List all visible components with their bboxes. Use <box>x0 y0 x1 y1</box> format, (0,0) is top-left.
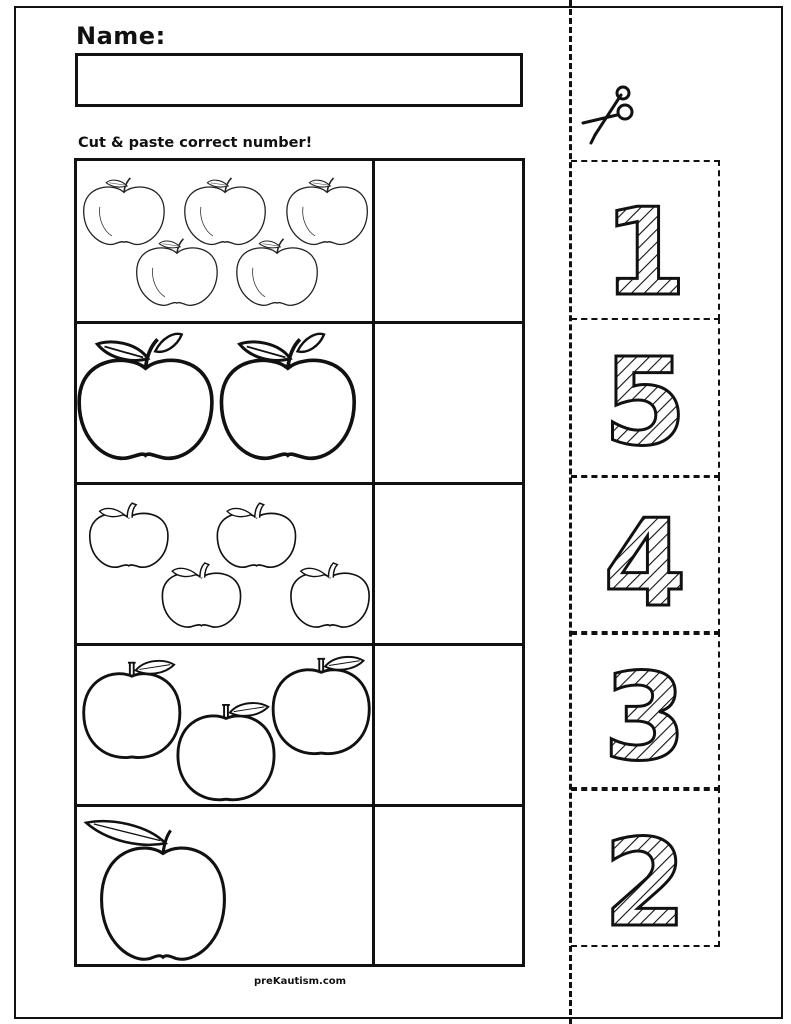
apple-picture-cell <box>77 161 375 321</box>
apple-picture-cell <box>77 485 375 643</box>
apple-picture-cell <box>77 324 375 482</box>
grid-row <box>77 161 522 324</box>
paste-box[interactable] <box>375 646 522 804</box>
apple-icon <box>221 334 354 458</box>
number-card[interactable] <box>571 631 720 791</box>
apple-picture-cell <box>77 807 375 964</box>
paste-box[interactable] <box>375 485 522 643</box>
footer-credit: preKautism.com <box>253 976 347 987</box>
grid-row <box>77 485 522 646</box>
apple-icon <box>90 503 168 567</box>
grid-row <box>77 324 522 485</box>
apple-icon <box>217 503 295 567</box>
number-card[interactable] <box>571 160 720 320</box>
apple-icon <box>84 178 164 245</box>
apple-group-5 <box>77 161 375 321</box>
apple-group-4 <box>77 485 375 643</box>
apple-icon <box>137 239 217 306</box>
apple-group-3 <box>77 646 375 804</box>
apple-picture-cell <box>77 646 375 804</box>
apple-icon <box>237 239 317 306</box>
apple-icon <box>291 563 369 627</box>
matching-grid <box>74 158 525 967</box>
apple-icon <box>178 703 274 800</box>
number-card-label: 4 <box>603 495 687 634</box>
instructions: Cut & paste correct number! <box>78 135 313 151</box>
apple-icon <box>84 661 180 758</box>
apple-group-1 <box>77 807 375 964</box>
apple-icon <box>287 178 367 245</box>
number-card-label: 5 <box>603 334 687 473</box>
apple-icon <box>273 657 369 754</box>
apple-icon <box>185 178 265 245</box>
number-card[interactable] <box>571 318 720 478</box>
number-card[interactable] <box>571 475 720 635</box>
number-card-label: 1 <box>603 184 687 322</box>
apple-icon <box>162 563 240 627</box>
number-card[interactable] <box>571 787 720 947</box>
scissors-icon <box>581 85 643 145</box>
number-card-label: 2 <box>603 815 687 949</box>
apple-icon <box>79 334 212 458</box>
grid-row <box>77 646 522 807</box>
grid-row <box>77 807 522 964</box>
name-label: Name: <box>76 22 166 50</box>
paste-box[interactable] <box>375 324 522 482</box>
apple-icon <box>86 821 224 959</box>
number-card-label: 3 <box>603 649 687 788</box>
name-field[interactable] <box>75 53 523 107</box>
paste-box[interactable] <box>375 807 522 964</box>
paste-box[interactable] <box>375 161 522 321</box>
apple-group-2 <box>77 324 375 482</box>
